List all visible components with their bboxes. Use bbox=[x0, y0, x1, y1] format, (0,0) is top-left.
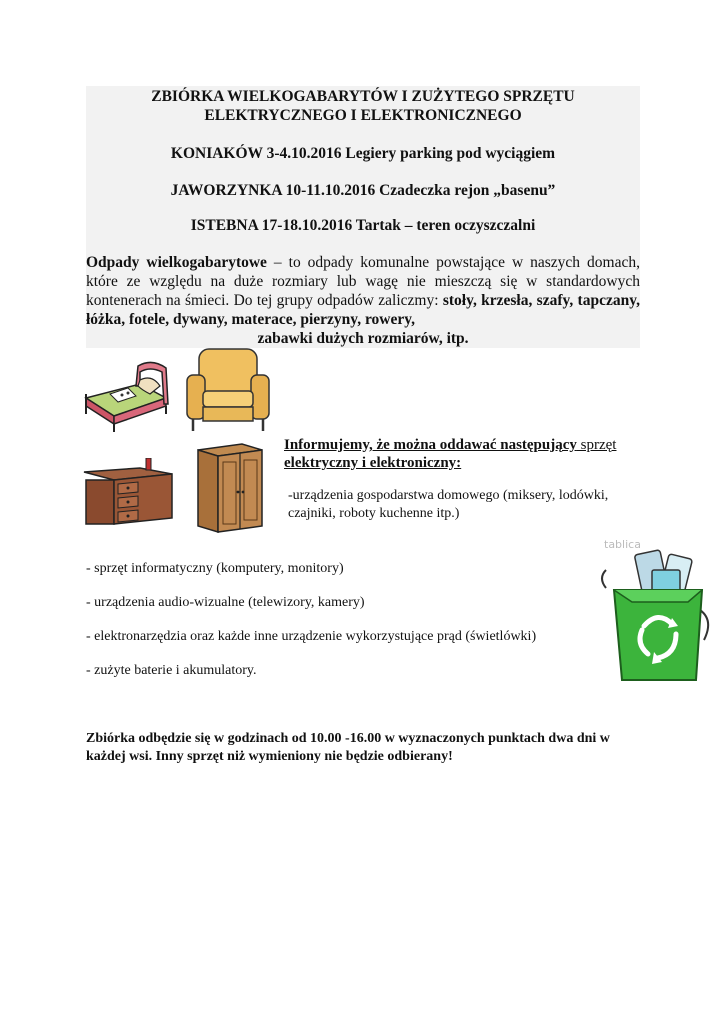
final-notice: Zbiórka odbędzie się w godzinach od 10.00 -16.00 w wyznaczonych punktach dwa dni w każdej wsi. Inny sprzęt niż wymieniony nie będzie odbierany! bbox=[86, 731, 610, 764]
list-item-tools: - elektronarzędzia oraz każde inne urządzenie wykorzystujące prąd (świetlówki) bbox=[86, 629, 537, 644]
title-line-1: ZBIÓRKA WIELKOGABARYTÓW I ZUŻYTEGO SPRZĘTU bbox=[151, 88, 575, 105]
wardrobe-icon bbox=[194, 440, 266, 534]
inform-item-household: -urządzenia gospodarstwa domowego (miksery, lodówki, czajniki, roboty kuchenne itp.) bbox=[288, 488, 609, 521]
inform-heading-line2: elektryczny i elektroniczny: bbox=[284, 455, 462, 471]
location-jaworzynka: JAWORZYNKA 10-11.10.2016 Czadeczka rejon „basenu” bbox=[170, 182, 556, 199]
inform-heading-part2: sprzęt bbox=[576, 437, 617, 453]
location-istebna: ISTEBNA 17-18.10.2016 Tartak – teren oczyszczalni bbox=[190, 217, 536, 234]
bed-icon bbox=[80, 358, 178, 434]
intro-text: – to odpady komunalne powstające w naszych domach, które ze względu na duże rozmiary lub wagę nie mieszczą się w standardowych kontenerach na śmieci. Do tej grupy odpadów zaliczmy: bbox=[86, 254, 640, 309]
armchair-icon bbox=[185, 345, 271, 435]
list-item-av: - urządzenia audio-wizualne (telewizory, kamery) bbox=[86, 595, 365, 610]
title-line-2: ELEKTRYCZNEGO I ELEKTRONICZNEGO bbox=[204, 107, 522, 124]
list-item-batteries: - zużyte baterie i akumulatory. bbox=[86, 663, 257, 678]
watermark: tablica bbox=[604, 538, 641, 551]
inform-heading bbox=[284, 436, 644, 472]
intro-paragraph bbox=[86, 253, 640, 348]
intro-bold-last: zabawki dużych rozmiarów, itp. bbox=[257, 330, 469, 347]
recycling-bag-icon bbox=[592, 530, 722, 690]
list-item-it: - sprzęt informatyczny (komputery, monitory) bbox=[86, 561, 344, 576]
inform-heading-part1: Informujemy, że można oddawać następujący bbox=[284, 437, 577, 453]
intro-term: Odpady wielkogabarytowe bbox=[86, 254, 267, 271]
intro-bold-list: stoły, krzesła, szafy, tapczany, łóżka, fotele, dywany, materace, pierzyny, rowery, bbox=[86, 292, 640, 328]
page-title bbox=[86, 87, 640, 125]
desk-icon bbox=[80, 458, 176, 530]
location-koniakow: KONIAKÓW 3-4.10.2016 Legiery parking pod wyciągiem bbox=[170, 145, 556, 162]
